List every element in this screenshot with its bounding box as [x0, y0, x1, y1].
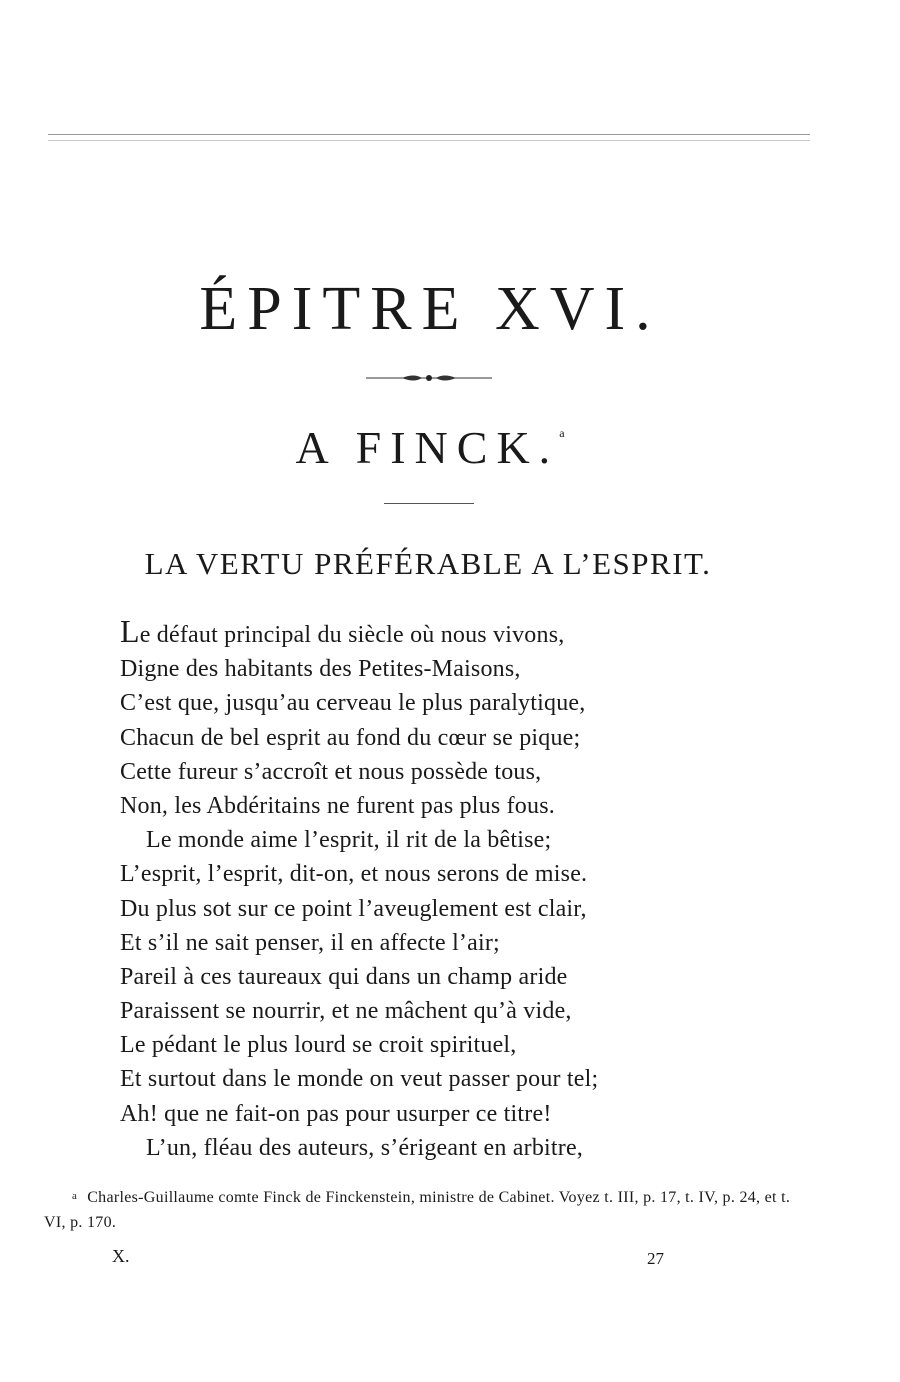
footnote-mark: a	[72, 1190, 78, 1202]
first-line-text: e défaut principal du siècle où nous vivons,	[139, 622, 565, 648]
poem-line: L’un, fléau des auteurs, s’érigeant en arbitre,	[146, 1134, 584, 1161]
footnote-text: Charles-Guillaume comte Finck de Finckenstein, ministre de Cabinet. Voyez t. III, p. 17, t. IV, p. 24, et t. VI, p. 170.	[44, 1189, 791, 1231]
poem-line: Du plus sot sur ce point l’aveuglement est clair,	[120, 895, 587, 922]
poem-line: Pareil à ces taureaux qui dans un champ aride	[120, 963, 568, 990]
poem-line: Chacun de bel esprit au fond du cœur se pique;	[120, 724, 581, 751]
drop-cap: L	[120, 613, 140, 649]
dedication-text: A FINCK.	[295, 422, 560, 473]
footnote-reference: a	[559, 426, 565, 440]
poem-line: Ah! que ne fait-on pas pour usurper ce titre!	[120, 1100, 552, 1127]
dedication-heading	[0, 422, 860, 473]
signature-mark: X.	[112, 1246, 130, 1266]
poem-body	[120, 613, 720, 1165]
poem-line	[120, 613, 720, 652]
poem-line: Et s’il ne sait penser, il en affecte l’air;	[120, 929, 500, 956]
ornament-divider	[362, 370, 496, 386]
poem-line: Paraissent se nourrir, et ne mâchent qu’à vide,	[120, 998, 572, 1025]
poem-line: C’est que, jusqu’au cerveau le plus paralytique,	[120, 690, 586, 717]
poem-line: Non, les Abdéritains ne furent pas plus fous.	[120, 792, 555, 819]
short-rule	[384, 503, 474, 504]
poem-line: Le pédant le plus lourd se croit spirituel,	[120, 1032, 517, 1059]
poem-line: Le monde aime l’esprit, il rit de la bêtise;	[146, 827, 552, 854]
poem-line: Digne des habitants des Petites-Maisons,	[120, 656, 521, 683]
poem-line: L’esprit, l’esprit, dit-on, et nous serons de mise.	[120, 861, 588, 888]
poem-line: Et surtout dans le monde on veut passer pour tel;	[120, 1066, 599, 1093]
poem-line: Cette fureur s’accroît et nous possède tous,	[120, 758, 542, 785]
page-number: 27	[647, 1249, 664, 1268]
footnote	[44, 1184, 814, 1235]
epistle-title: ÉPITRE XVI.	[199, 275, 661, 343]
top-rule	[48, 134, 810, 141]
poem-subtitle: LA VERTU PRÉFÉRABLE A L’ESPRIT.	[144, 546, 712, 581]
